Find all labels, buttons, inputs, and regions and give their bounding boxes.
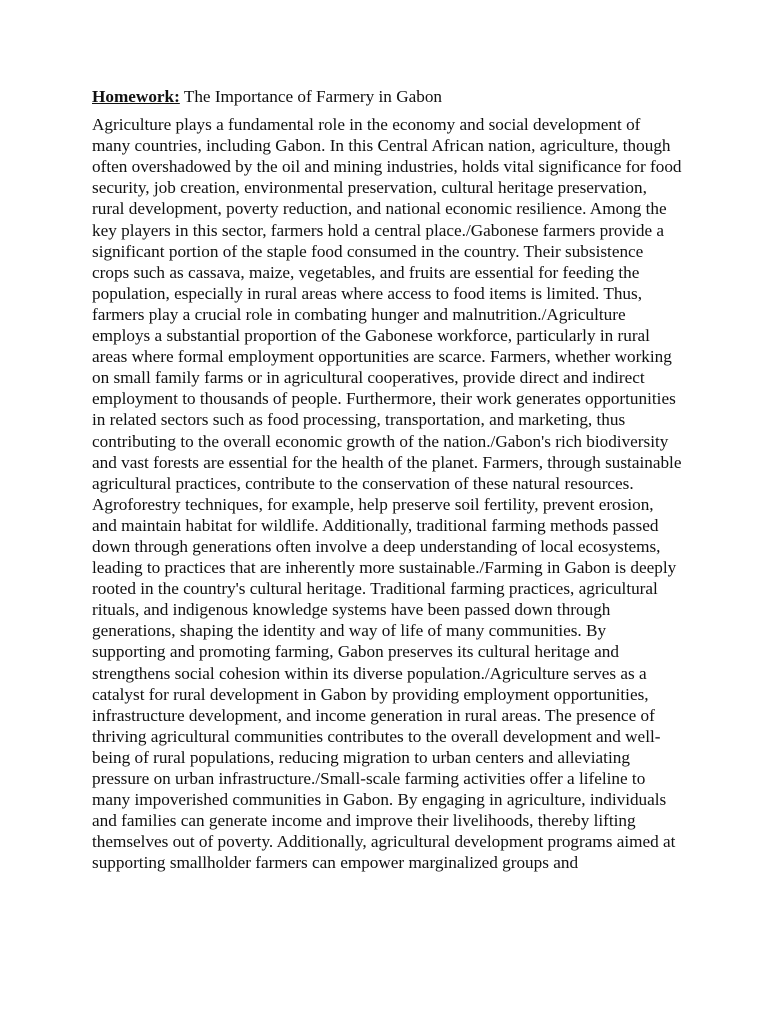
document-page — [92, 86, 682, 873]
heading-label: Homework: — [92, 87, 180, 106]
document-heading — [92, 86, 682, 107]
heading-title: The Importance of Farmery in Gabon — [179, 87, 443, 106]
body-paragraph: Agriculture plays a fundamental role in the economy and social development of many countries, including Gabon. In this Central African nation, agriculture, though often overshadowed by the oil and mining industries, holds vital significance for food security, job creation, environmental preservation, cultural heritage preservation, rural development, poverty reduction, and national economic resilience. Among the key players in this sector, farmers hold a central place./Gabonese farmers provide a significant portion of the staple food consumed in the country. Their subsistence crops such as cassava, maize, vegetables, and fruits are essential for feeding the population, especially in rural areas where access to food items is limited. Thus, farmers play a crucial role in combating hunger and malnutrition./Agriculture employs a substantial proportion of the Gabonese workforce, particularly in rural areas where formal employment opportunities are scarce. Farmers, whether working on small family farms or in agricultural cooperatives, provide direct and indirect employment to thousands of people. Furthermore, their work generates opportunities in related sectors such as food processing, transportation, and marketing, thus contributing to the overall economic growth of the nation./Gabon's rich biodiversity and vast forests are essential for the health of the planet. Farmers, through sustainable agricultural practices, contribute to the conservation of these natural resources. Agroforestry techniques, for example, help preserve soil fertility, prevent erosion, and maintain habitat for wildlife. Additionally, traditional farming methods passed down through generations often involve a deep understanding of local ecosystems, leading to practices that are inherently more sustainable./Farming in Gabon is deeply rooted in the country's cultural heritage. Traditional farming practices, agricultural rituals, and indigenous knowledge systems have been passed down through generations, shaping the identity and way of life of many communities. By supporting and promoting farming, Gabon preserves its cultural heritage and strengthens social cohesion within its diverse population./Agriculture serves as a catalyst for rural development in Gabon by providing employment opportunities, infrastructure development, and income generation in rural areas. The presence of thriving agricultural communities contributes to the overall development and well-being of rural populations, reducing migration to urban centers and alleviating pressure on urban infrastructure./Small-scale farming activities offer a lifeline to many impoverished communities in Gabon. By engaging in agriculture, individuals and families can generate income and improve their livelihoods, thereby lifting themselves out of poverty. Additionally, agricultural development programs aimed at supporting smallholder farmers can empower marginalized groups and — [92, 115, 682, 873]
